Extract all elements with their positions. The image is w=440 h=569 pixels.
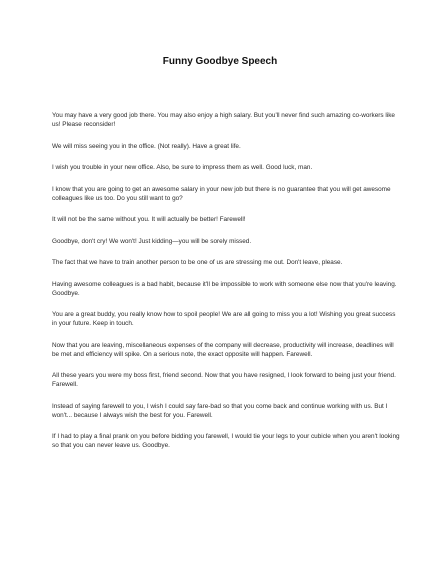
speech-paragraph: I wish you trouble in your new office. Also, be sure to impress them as well. Good luck, man. [52, 164, 313, 171]
speech-paragraph: You are a great buddy, you really know how to spoil people! We are all going to miss you a lot! Wishing you great success in your future. Keep in touch. [52, 311, 396, 327]
speech-paragraph: All these years you were my boss first, friend second. Now that you have resigned, I look forward to being just your friend. Farewell. [52, 372, 396, 388]
speech-paragraph: Now that you are leaving, miscellaneous expenses of the company will decrease, productivity will increase, deadlines will be met and efficiency will spike. On a serious note, the exact opposite will happen. Farewell. [52, 341, 394, 358]
speech-paragraph: It will not be the same without you. It will actually be better! Farewell! [52, 216, 246, 223]
speech-paragraph: You may have a very good job there. You may also enjoy a high salary. But you'll never find such amazing co-workers like us! Please reconsider! [52, 112, 395, 128]
speech-paragraph: The fact that we have to train another person to be one of us are stressing me out. Don't leave, please. [52, 259, 343, 266]
speech-paragraph: Goodbye, don't cry! We won't! Just kidding—you will be sorely missed. [52, 237, 252, 245]
speech-body [52, 111, 400, 463]
speech-paragraph: Instead of saying farewell to you, I wish I could say fare-bad so that you come back and continue working with us. But I won't... because I always wish the best for you. Farewell. [52, 402, 388, 419]
speech-paragraph: If I had to play a final prank on you before bidding you farewell, I would tie your legs to your cubicle when you aren't looking so that you can never leave us. Goodbye. [52, 433, 400, 449]
speech-paragraph: Having awesome colleagues is a bad habit, because it'll be impossible to work with someone else now that you're leaving. Goodbye. [52, 280, 397, 297]
document-title: Funny Goodbye Speech [162, 56, 278, 67]
speech-paragraph: We will miss seeing you in the office. (Not really). Have a great life. [52, 142, 241, 150]
speech-paragraph: I know that you are going to get an awesome salary in your new job but there is no guarantee that you will get awesome colleagues like us too. Do you still want to go? [52, 185, 391, 202]
